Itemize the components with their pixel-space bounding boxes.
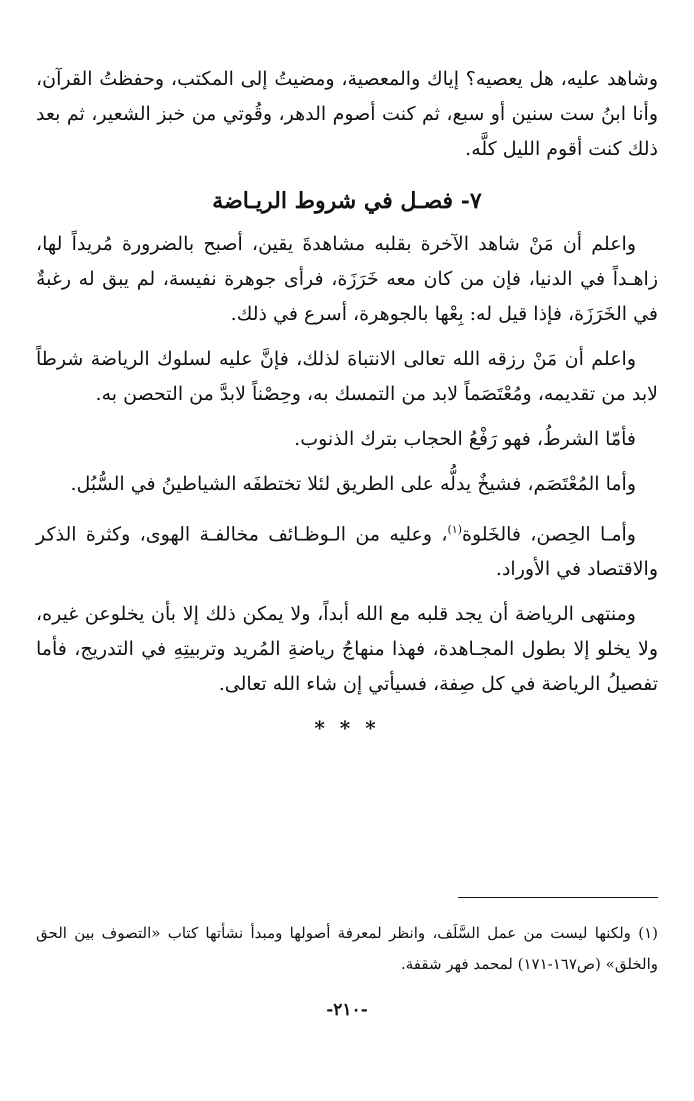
paragraph-3: فأمّا الشرطُ، فهو رَفْعُ الحجاب بترك الذنوب.	[294, 428, 636, 450]
footnote: (١) ولكنها ليست من عمل السَّلَف، وانظر لمعرفة أصولها ومبدأ نشأتها كتاب «التصوف بين الحق والخلق» (ص١٦٧-١٧١) لمحمد فهر شقفة.	[36, 924, 658, 973]
paragraph-6: ومنتهى الرياضة أن يجد قلبه مع الله أبداً، ولا يمكن ذلك إلا بأن يخلوعن غيره، ولا يخلو إلا بطول المجـاهدة، فهذا منهاجُ رياضةِ المُريد وتربيتِهِ في التدريج، فأما تفصيلُ الرياضة في كل صِفة، فسيأتي إن شاء الله تعالى.	[36, 603, 658, 696]
paragraph-intro: وشاهد عليه، هل يعصيه؟ إياك والمعصية، ومضيتُ إلى المكتب، وحفظتُ القرآن، وأنا ابنُ ست سنين أو سبع، ثم كنت أصوم الدهر، وقُوتي من خبز الشعير، ثم بعد ذلك كنت أقوم الليل كلَّه.	[36, 68, 658, 160]
paragraph-1: واعلم أن مَنْ شاهد الآخرة بقلبه مشاهدةَ يقين، أصبح بالضرورة مُريداً لها، زاهـداً في الدنيا، فإن من كان معه خَرَزَة، فرأى جوهرة نفيسة، لم يبق له رغبةٌ في الخَرَزَة، فإذا قيل له: بِعْها بالجوهرة، أسرع في ذلك.	[36, 233, 658, 325]
footnote-marker[interactable]: (١)	[447, 523, 462, 536]
page-number: -٢١٠-	[326, 1000, 368, 1020]
paragraph-5-end: ، وعليه من الـوظـائف مخالفـة الهوى، وكثرة الذكر والاقتصاد في الأوراد.	[36, 523, 658, 581]
footnote-divider	[458, 897, 658, 898]
paragraph-5-start: وأمـا الحِصن، فالخَلوة	[462, 523, 636, 546]
paragraph-5	[36, 512, 658, 587]
section-heading: ٧- فصـل في شروط الريـاضة	[212, 188, 482, 214]
page-body	[36, 62, 658, 740]
paragraph-2: واعلم أن مَنْ رزقه الله تعالى الانتباهَ لذلك، فإنَّ عليه لسلوك الرياضة شرطاً لابد من تقديمه، ومُعْتَصَماً لابد من التمسك به، وحِصْناً لابدَّ من التحصن به.	[36, 348, 658, 405]
paragraph-4: وأما المُعْتَصَم، فشيخٌ يدلُّه على الطريق لئلا تختطفَه الشياطينُ في السُّبُل.	[70, 473, 636, 495]
section-separator: * * *	[314, 716, 380, 741]
